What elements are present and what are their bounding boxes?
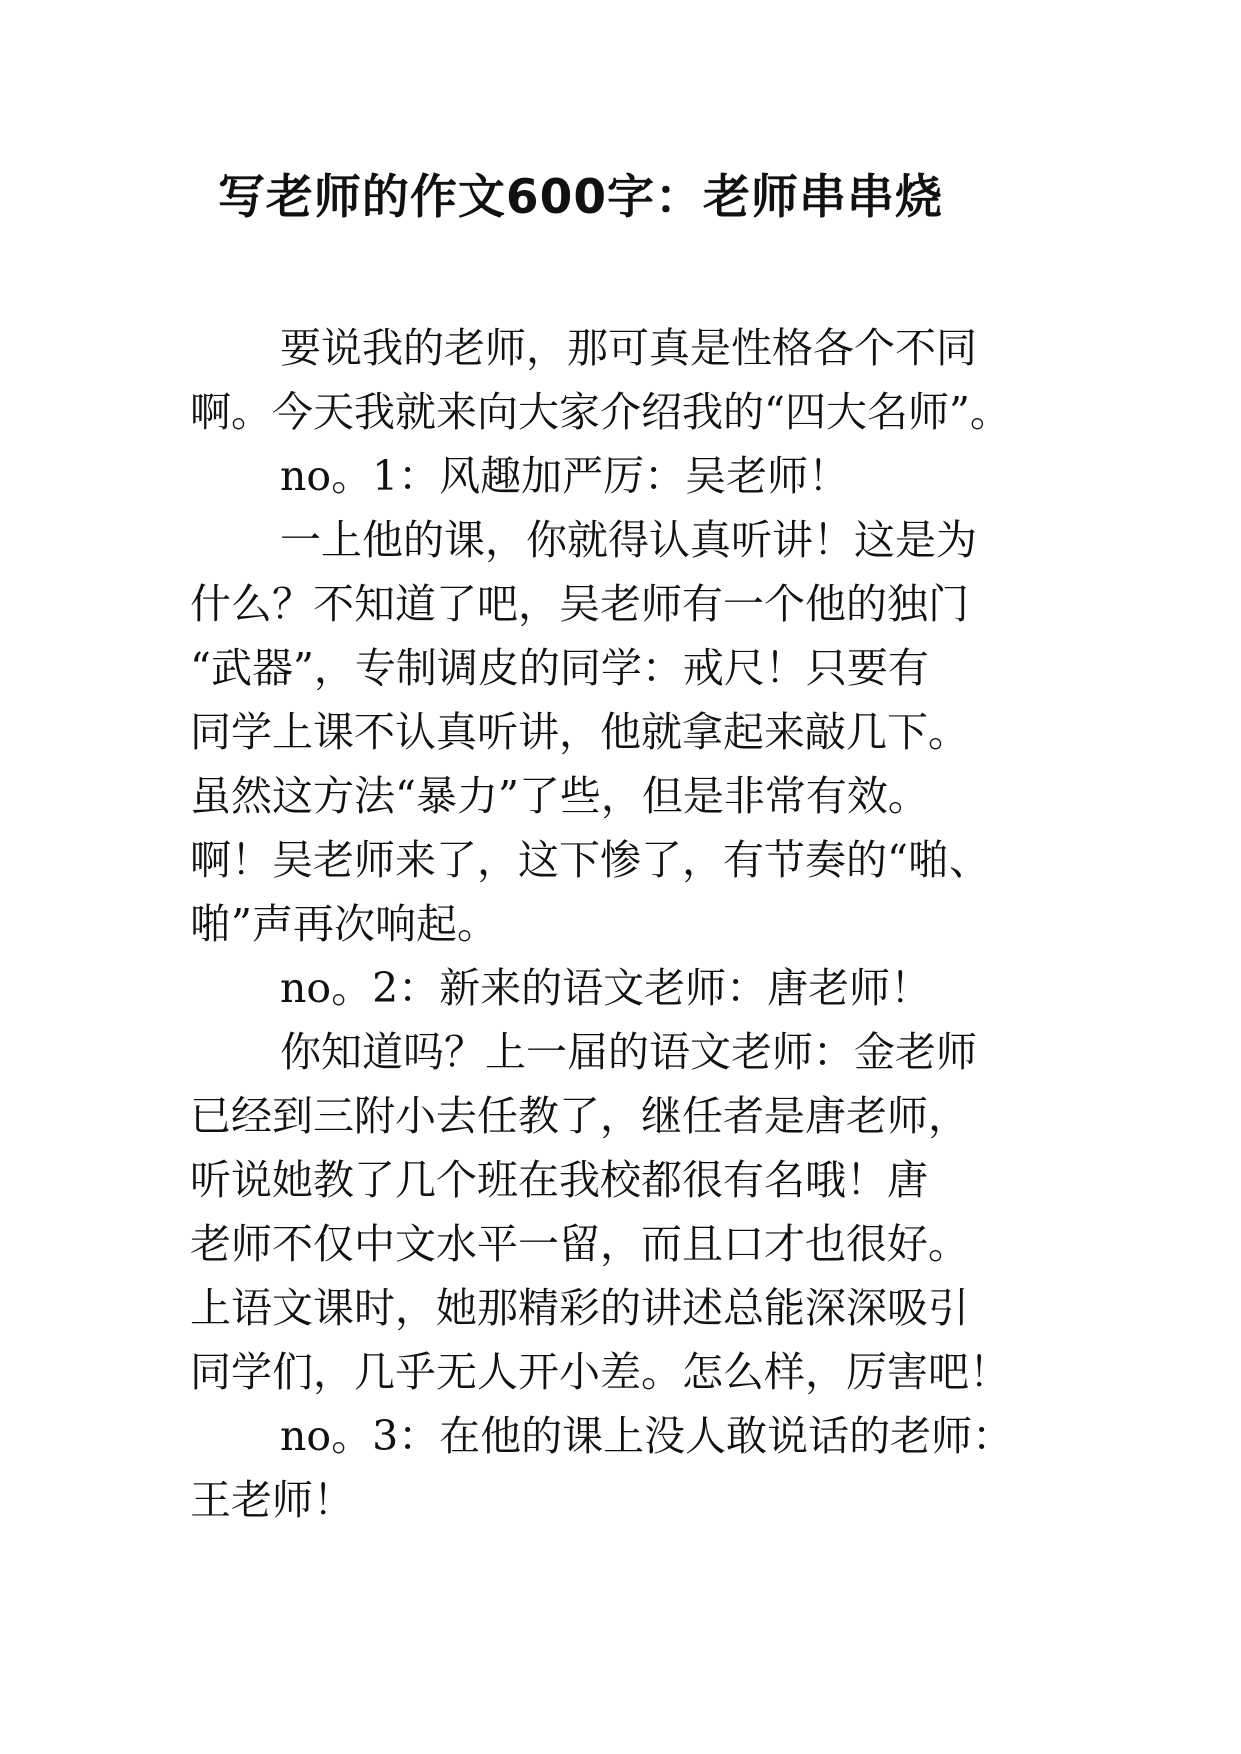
paragraph-line: 啪”声再次响起。	[190, 900, 498, 948]
paragraph-line: 同学上课不认真听讲，他就拿起来敲几下。	[190, 708, 969, 756]
paragraph-line: 王老师！	[190, 1476, 354, 1524]
paragraph-line: 同学们，几乎无人开小差。怎么样，厉害吧！	[190, 1348, 1010, 1396]
paragraph-line: 要说我的老师，那可真是性格各个不同	[280, 324, 977, 372]
document-body	[190, 316, 1090, 1532]
paragraph-line: 一上他的课，你就得认真听讲！这是为	[280, 516, 977, 564]
paragraph-line: 已经到三附小去任教了，继任者是唐老师，	[190, 1092, 969, 1140]
paragraph-line: “武器”，专制调皮的同学：戒尺！只要有	[190, 644, 929, 692]
paragraph-line: 啊。今天我就来向大家介绍我的“四大名师”。	[190, 388, 1011, 436]
section-heading: no。2：新来的语文老师：唐老师！	[280, 964, 932, 1012]
paragraph-line: 听说她教了几个班在我校都很有名哦！唐	[190, 1156, 928, 1204]
paragraph-line: 上语文课时，她那精彩的讲述总能深深吸引	[190, 1284, 969, 1332]
paragraph-line: 啊！吴老师来了，这下惨了，有节奏的“啪、	[190, 836, 990, 884]
paragraph-line: 什么？不知道了吧，吴老师有一个他的独门	[190, 580, 969, 628]
document-title: 写老师的作文600字：老师串串烧	[217, 170, 944, 225]
paragraph-line: 虽然这方法“暴力”了些，但是非常有效。	[190, 772, 929, 820]
paragraph-line: 老师不仅中文水平一留，而且口才也很好。	[190, 1220, 969, 1268]
section-heading: no。1：风趣加严厉：吴老师！	[280, 452, 850, 500]
section-heading: no。3：在他的课上没人敢说话的老师：	[280, 1412, 1014, 1460]
paragraph-line: 你知道吗？上一届的语文老师：金老师	[280, 1028, 977, 1076]
